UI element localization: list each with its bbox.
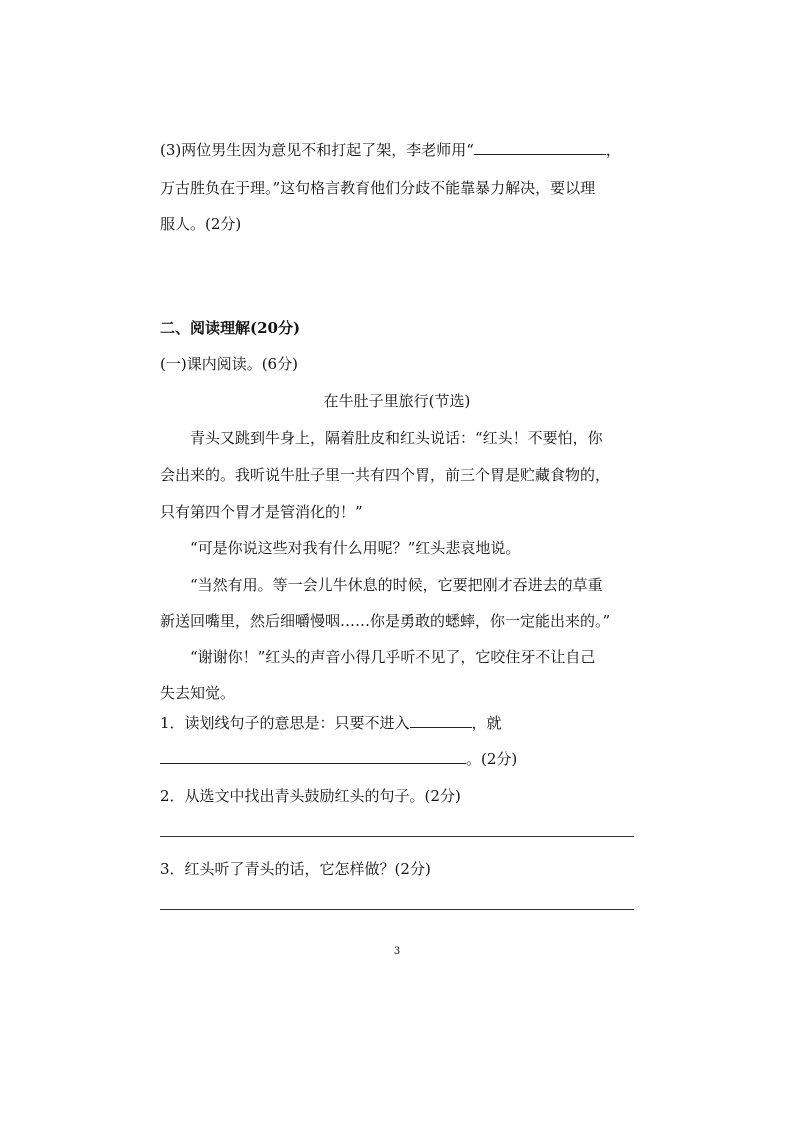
question-3b-text: 3．红头听了青头的话，它怎样做？(2分) <box>160 860 431 878</box>
passage-line: “当然有用。等一会儿牛休息的时候，它要把刚才吞进去的草重 <box>190 576 603 594</box>
passage-line: 新送回嘴里，然后细嚼慢咽……你是勇敢的蟋蟀，你一定能出来的。” <box>160 612 611 630</box>
subsection-heading: (一)课内阅读。(6分) <box>160 355 298 373</box>
question-3-line-1 <box>160 140 640 160</box>
answer-line[interactable] <box>160 909 634 910</box>
page-number: 3 <box>393 946 401 957</box>
section-heading: 二、阅读理解(20分) <box>160 319 301 337</box>
answer-line[interactable] <box>160 836 634 837</box>
passage-line: 青头又跳到牛身上，隔着肚皮和红头说话：“红头！不要怕，你 <box>190 429 603 447</box>
question-2-text: 2．从选文中找出青头鼓励红头的句子。(2分) <box>160 787 461 805</box>
passage-title: 在牛肚子里旅行(节选) <box>323 392 471 410</box>
question-3-text-a: (3)两位男生因为意见不和打起了架，李老师用“ <box>160 141 474 159</box>
answer-blank[interactable] <box>160 749 466 764</box>
question-3-text-b: ， <box>605 141 621 159</box>
question-3-line-3: 服人。(2分) <box>160 215 242 233</box>
passage-line: 会出来的。我听说牛肚子里一共有四个胃，前三个胃是贮藏食物的， <box>160 466 611 484</box>
question-1-line-2 <box>160 749 640 769</box>
answer-blank[interactable] <box>474 140 606 155</box>
passage-line: “谢谢你！”红头的声音小得几乎听不见了，它咬住牙不让自己 <box>190 648 596 666</box>
question-1-line-1 <box>160 713 640 733</box>
passage-line: 失去知觉。 <box>160 684 236 702</box>
question-1-text-c: 。(2分) <box>466 750 518 768</box>
passage-line: “可是你说这些对我有什么用呢？”红头悲哀地说。 <box>190 539 521 557</box>
question-1-text-a: 1．读划线句子的意思是：只要不进入 <box>160 714 410 732</box>
question-1-text-b: ，就 <box>471 714 502 732</box>
passage-line: 只有第四个胃才是管消化的！” <box>160 503 363 521</box>
answer-blank[interactable] <box>410 713 472 728</box>
question-3-line-2: 万古胜负在于理。”这句格言教育他们分歧不能靠暴力解决，要以理 <box>160 179 596 197</box>
